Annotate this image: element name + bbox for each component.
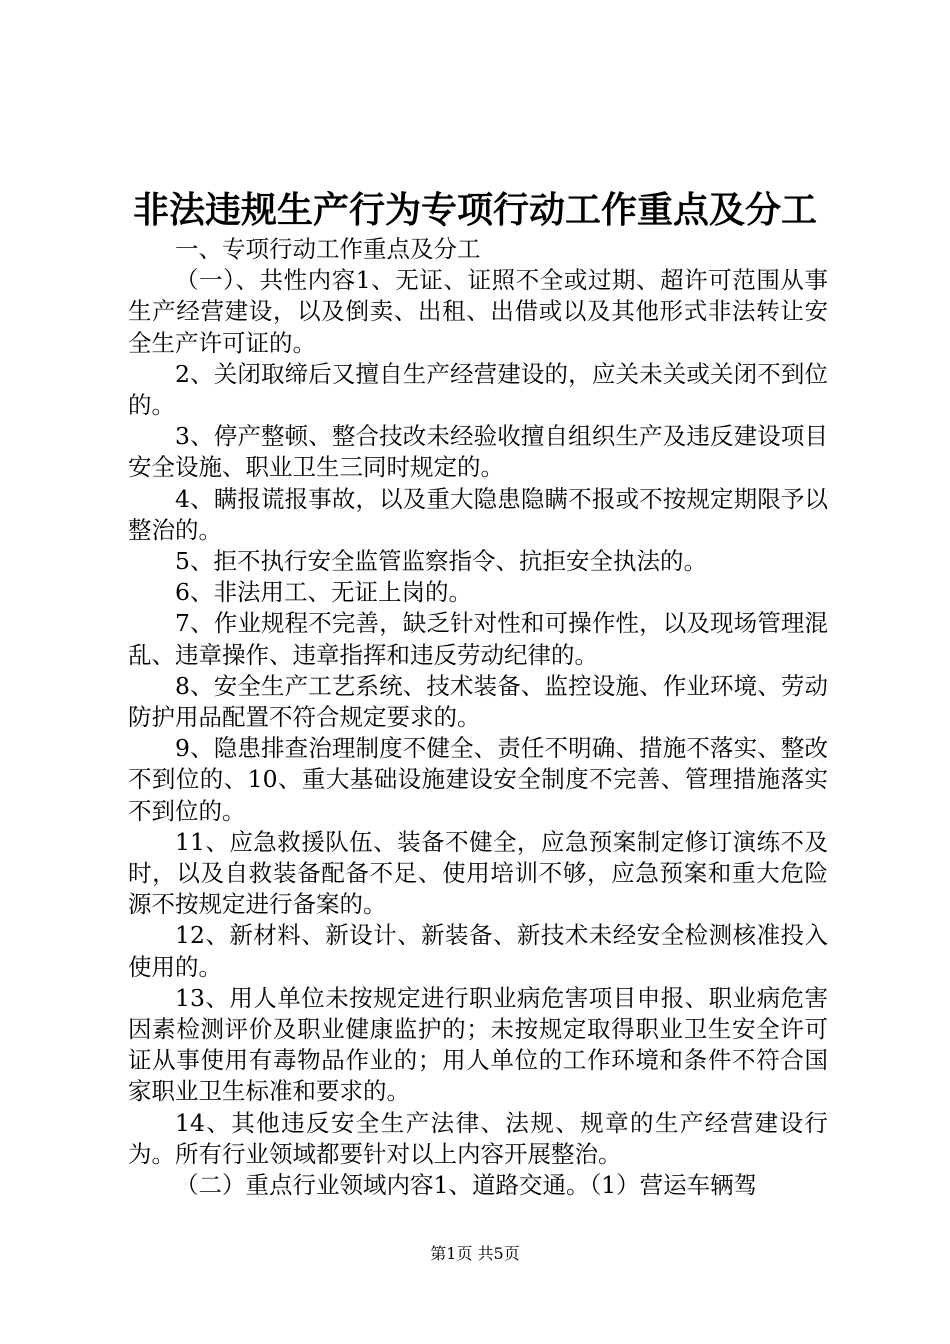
paragraph: 11、应急救援队伍、装备不健全，应急预案制定修订演练不及时，以及自救装备配备不足、使用培训不够，应急预案和重大危险源不按规定进行备案的。 <box>128 827 828 919</box>
paragraph: （一）、共性内容1、无证、证照不全或过期、超许可范围从事生产经营建设，以及倒卖、出租、出借或以及其他形式非法转让安全生产许可证的。 <box>128 266 828 357</box>
paragraph: 2、关闭取缔后又擅自生产经营建设的，应关未关或关闭不到位的。 <box>128 359 828 420</box>
paragraph: 6、非法用工、无证上岗的。 <box>175 578 472 607</box>
page-footer: 第1页 共5页 <box>430 1244 520 1263</box>
document-body <box>128 234 828 1201</box>
paragraph: 4、瞒报谎报事故，以及重大隐患隐瞒不报或不按规定期限予以整治的。 <box>128 484 828 544</box>
paragraph: 13、用人单位未按规定进行职业病危害项目申报、职业病危害因素检测评价及职业健康监护的；未按规定取得职业卫生安全许可证从事使用有毒物品作业的；用人单位的工作环境和条件不符合国家职业卫生标准和要求的。 <box>128 983 828 1106</box>
paragraph: 14、其他违反安全生产法律、法规、规章的生产经营建设行为。所有行业领域都要针对以上内容开展整治。 <box>128 1108 828 1168</box>
paragraph: 5、拒不执行安全监管监察指令、抗拒安全执法的。 <box>175 547 707 576</box>
paragraph: 一、专项行动工作重点及分工 <box>175 235 481 263</box>
paragraph: （二）重点行业领域内容1、道路交通。（1）营运车辆驾 <box>175 1171 758 1200</box>
paragraph: 3、停产整顿、整合技改未经验收擅自组织生产及违反建设项目安全设施、职业卫生三同时规定的。 <box>128 422 828 482</box>
paragraph: 9、隐患排查治理制度不健全、责任不明确、措施不落实、整改不到位的、10、重大基础设施建设安全制度不完善、管理措施落实不到位的。 <box>128 734 828 825</box>
paragraph: 12、新材料、新设计、新装备、新技术未经安全检测核准投入使用的。 <box>128 921 828 981</box>
paragraph: 7、作业规程不完善，缺乏针对性和可操作性，以及现场管理混乱、违章操作、违章指挥和违反劳动纪律的。 <box>128 609 828 669</box>
document-title: 非法违规生产行为专项行动工作重点及分工 <box>132 189 817 231</box>
paragraph: 8、安全生产工艺系统、技术装备、监控设施、作业环境、劳动防护用品配置不符合规定要求的。 <box>128 671 828 732</box>
